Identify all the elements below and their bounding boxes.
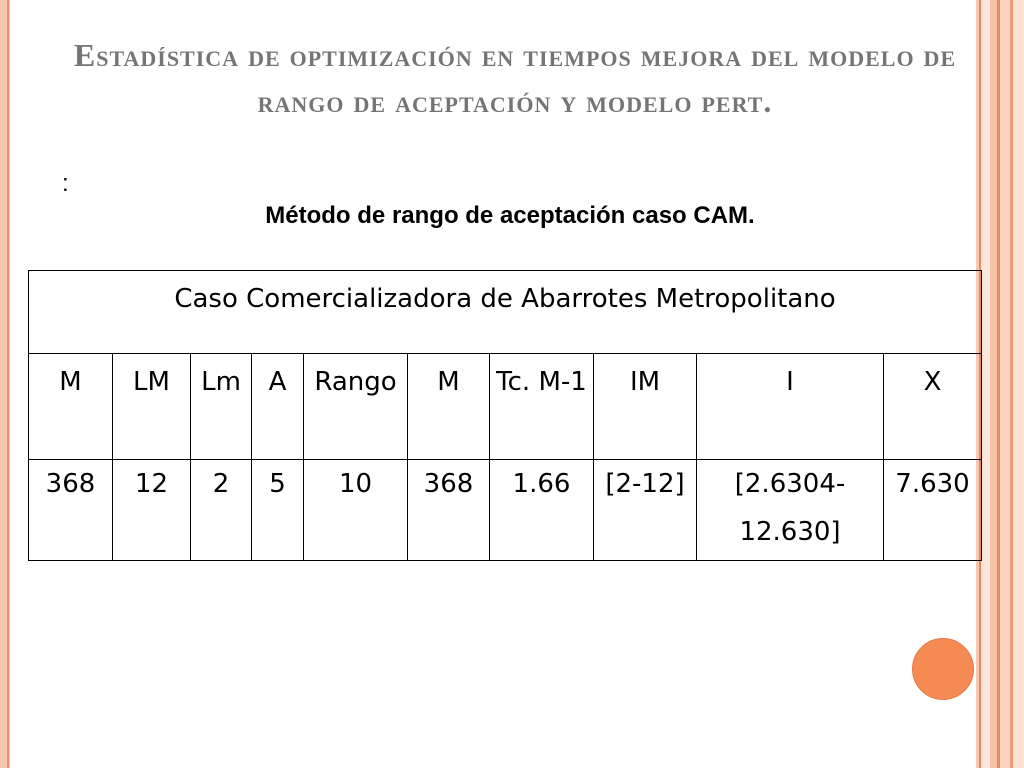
table-cell: 5 [252, 460, 304, 561]
table-header-row [29, 354, 982, 460]
table-cell: 368 [408, 460, 490, 561]
table-cell: 1.66 [490, 460, 594, 561]
colon-marker: : [62, 170, 69, 197]
header-cell: M [408, 354, 490, 460]
table-cell: [2-12] [594, 460, 697, 561]
decorative-circle [912, 638, 974, 700]
table-cell: 7.630 [884, 460, 982, 561]
header-cell: M [29, 354, 113, 460]
slide-subtitle: Método de rango de aceptación caso CAM. [265, 202, 755, 229]
header-cell: LM [113, 354, 191, 460]
table-row [29, 460, 982, 561]
results-table [28, 270, 982, 561]
table-cell: [2.6304-12.630] [697, 460, 884, 561]
table-caption: Caso Comercializadora de Abarrotes Metropolitano [29, 271, 982, 354]
table-cell: 12 [113, 460, 191, 561]
header-cell: IM [594, 354, 697, 460]
table-cell: 10 [304, 460, 408, 561]
header-cell: Rango [304, 354, 408, 460]
table-cell: 2 [191, 460, 252, 561]
header-cell: A [252, 354, 304, 460]
right-border-stripes [976, 0, 1024, 768]
slide-title: Estadística de optimización en tiempos mejora del modelo de rango de aceptación y modelo pert. [73, 37, 957, 119]
header-cell: Tc. M-1 [490, 354, 594, 460]
left-border-stripe [0, 0, 10, 768]
table-cell: 368 [29, 460, 113, 561]
header-cell: X [884, 354, 982, 460]
header-cell: I [697, 354, 884, 460]
header-cell: Lm [191, 354, 252, 460]
